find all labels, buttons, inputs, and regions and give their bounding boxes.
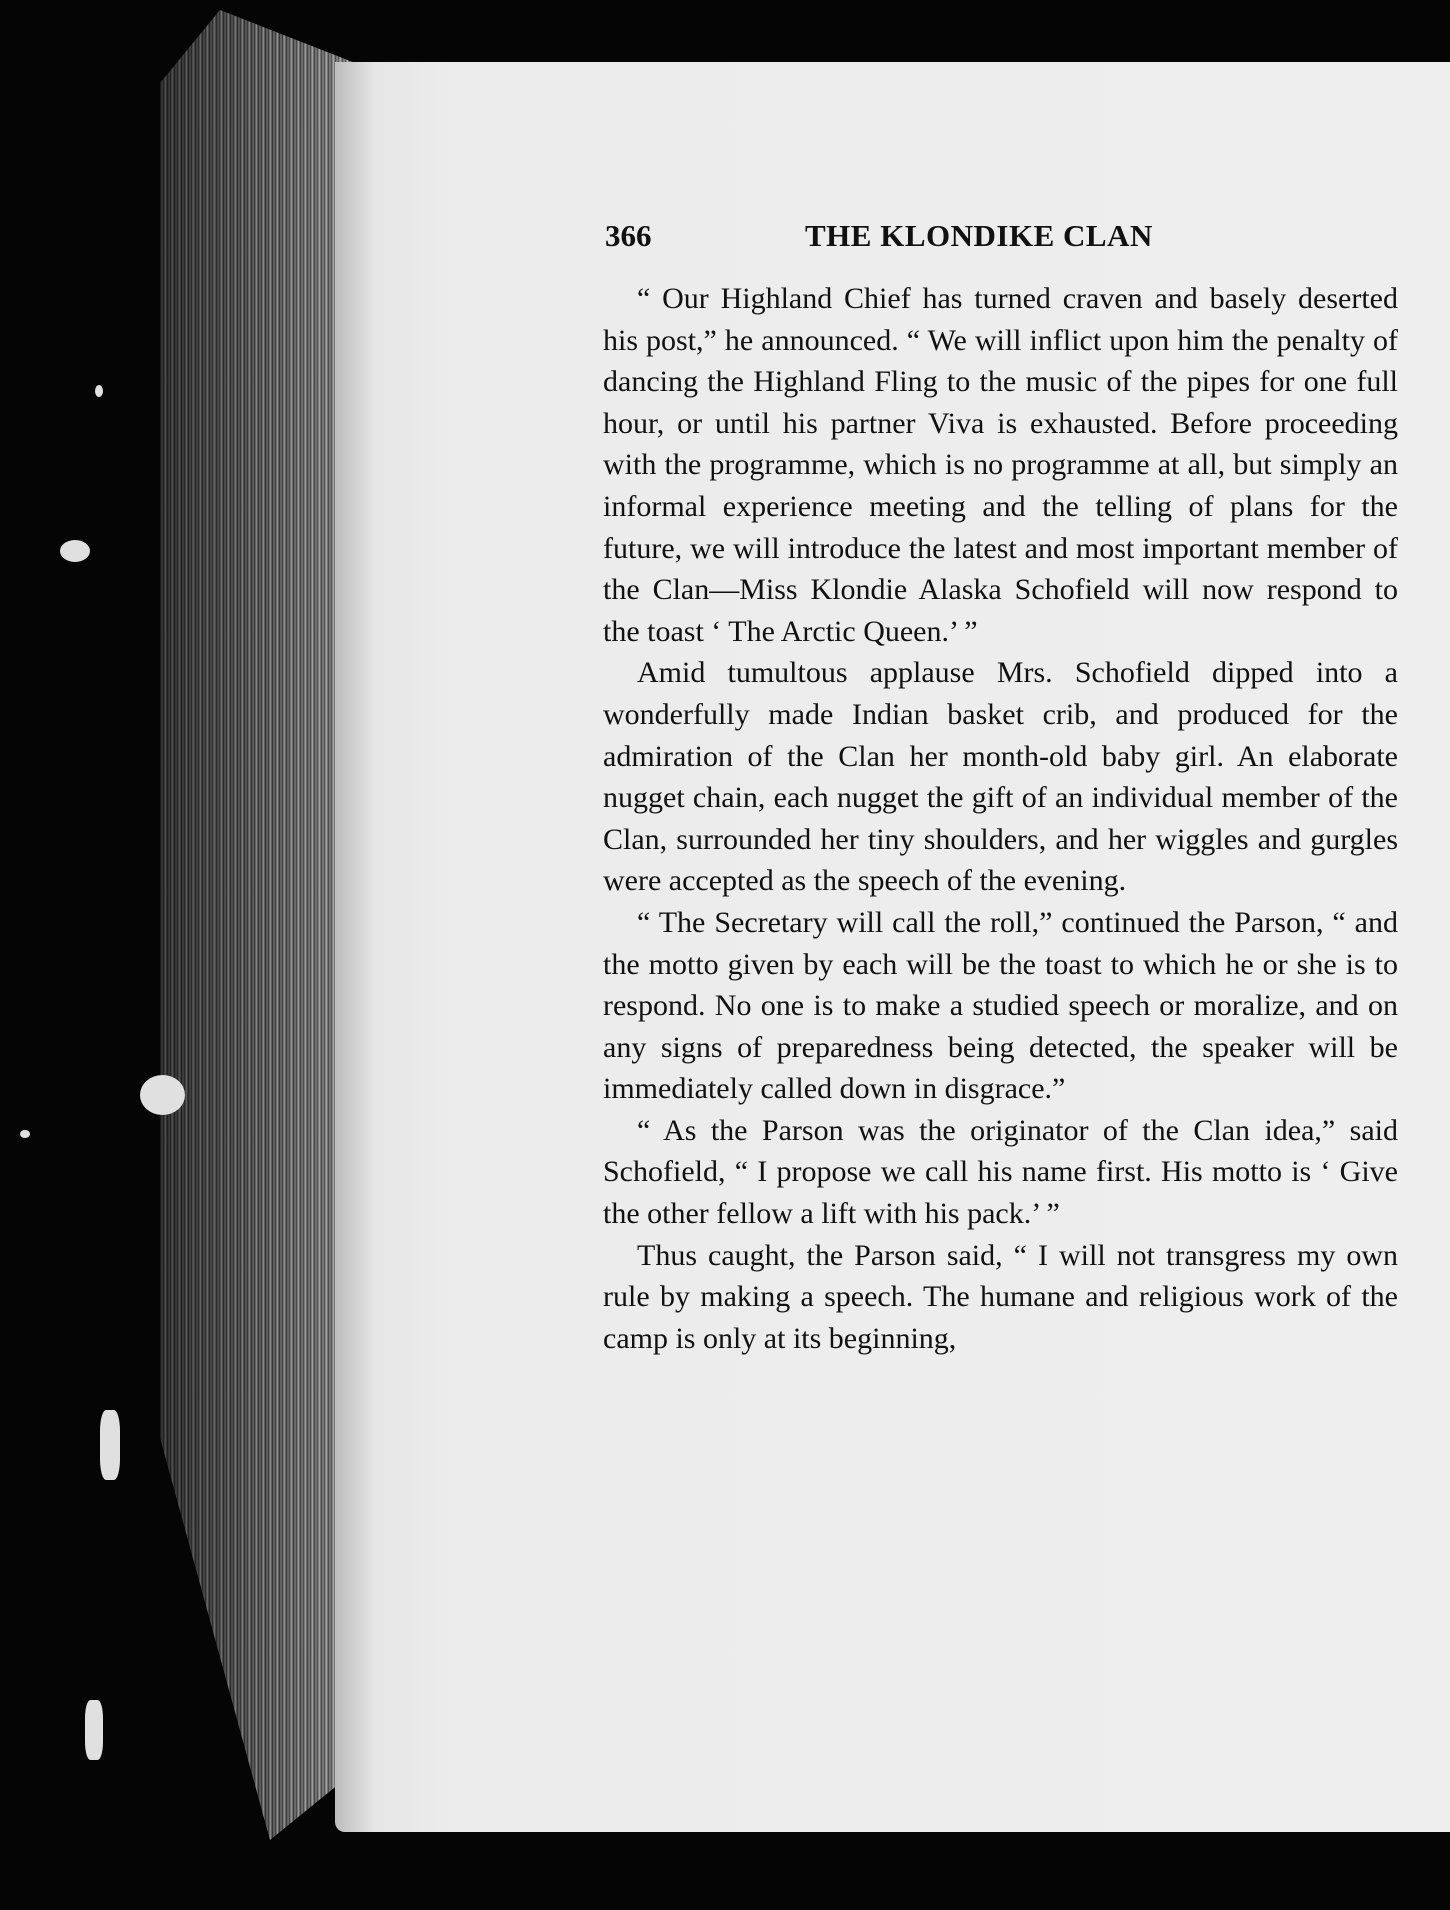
- paragraph: Thus caught, the Parson said, “ I will not transgress my own rule by making a speech. The humane and religious work of the camp is only at its beginning,: [603, 1238, 1398, 1355]
- dust-speck: [85, 1700, 103, 1760]
- dust-speck: [100, 1410, 120, 1480]
- body-text: [603, 278, 1398, 1359]
- page-header: [605, 218, 1400, 268]
- dust-speck: [140, 1075, 185, 1115]
- paragraph: “ As the Parson was the originator of the Clan idea,” said Schofield, “ I propose we call his name first. His motto is ‘ Give the other fellow a lift with his pack.’ ”: [603, 1113, 1398, 1231]
- page-number: 366: [605, 218, 652, 253]
- running-head: THE KLONDIKE CLAN: [805, 218, 1153, 253]
- paragraph: “ Our Highland Chief has turned craven and basely deserted his post,” he announced. “ We will inflict upon him the penalty of dancing the Highland Fling to the music of the pipes for one full hour, or until his partner Viva is exhausted. Before proceeding with the programme, which is no programme at all, but simply an informal experience meeting and the telling of plans for the future, we will introduce the latest and most important member of the Clan—Miss Klondie Alaska Schofield will now respond to the toast ‘ The Arctic Queen.’ ”: [603, 282, 1398, 648]
- dust-speck: [60, 540, 90, 562]
- book-edge-shadow: [160, 10, 360, 1840]
- paragraph: “ The Secretary will call the roll,” continued the Parson, “ and the motto given by each will be the toast to which he or she is to respond. No one is to make a studied speech or moralize, and on any signs of preparedness being detected, the speaker will be immediately called down in disgrace.”: [603, 905, 1398, 1106]
- paragraph: Amid tumultous applause Mrs. Schofield dipped into a wonderfully made Indian basket crib, and produced for the admiration of the Clan her month-old baby girl. An elaborate nugget chain, each nugget the gift of an individual member of the Clan, surrounded her tiny shoulders, and her wiggles and gurgles were accepted as the speech of the evening.: [603, 656, 1398, 898]
- dust-speck: [95, 385, 103, 397]
- dust-speck: [20, 1130, 30, 1138]
